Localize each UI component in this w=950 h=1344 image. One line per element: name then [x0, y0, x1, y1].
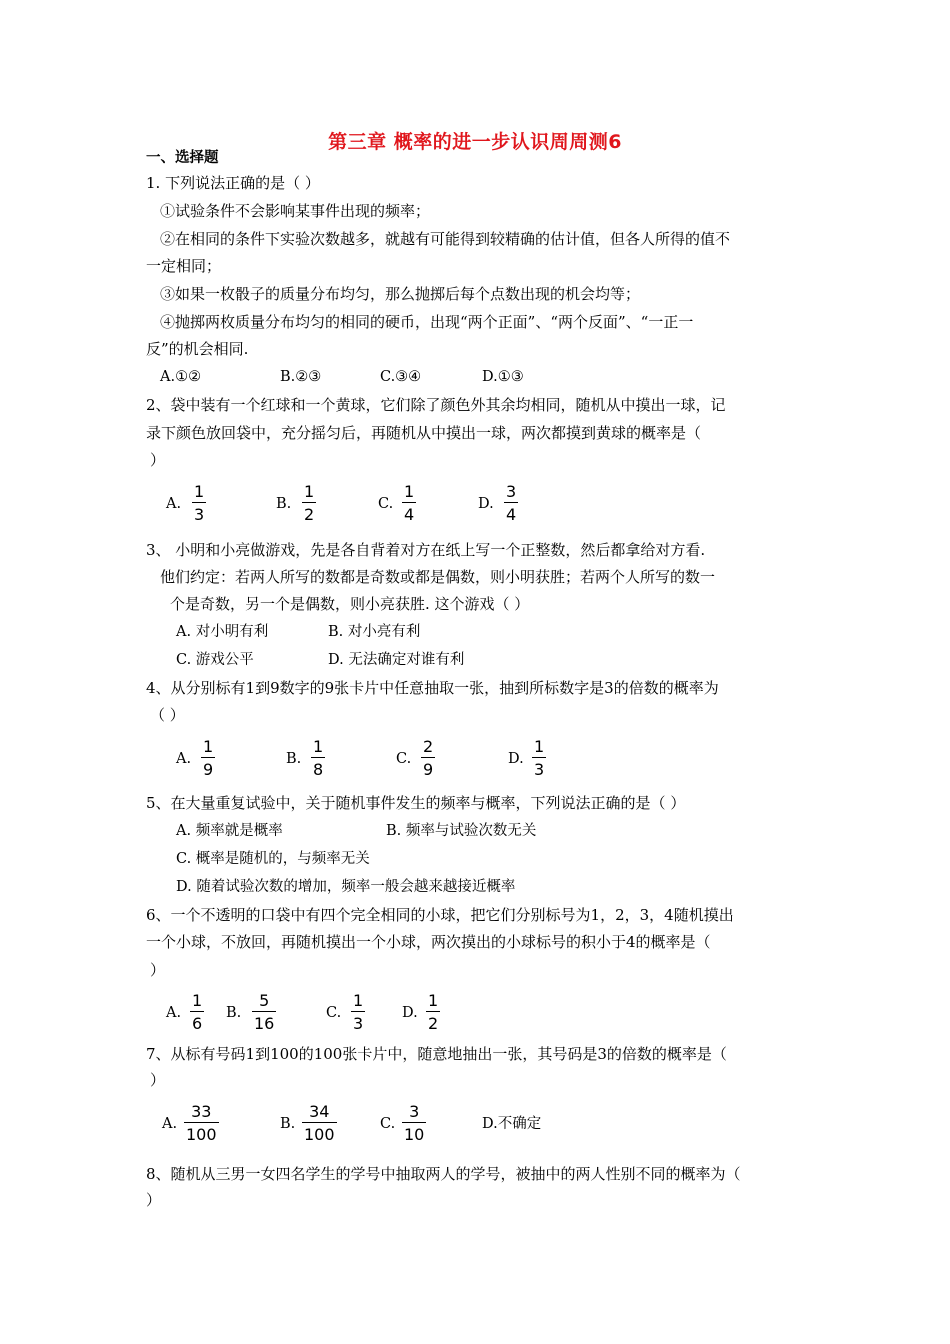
- q3-line-2: 他们约定：若两人所写的数都是奇数或都是偶数，则小明获胜；若两个人所写的数一: [160, 568, 716, 586]
- q6-option-a-fraction: [190, 991, 204, 1033]
- section-heading: 一、选择题: [146, 150, 219, 166]
- q1-statement-4-cont: 反”的机会相同.: [146, 340, 249, 358]
- denominator: 9: [203, 760, 214, 779]
- numerator: 2: [423, 737, 434, 756]
- numerator: 1: [534, 737, 545, 756]
- q2-option-a-fraction: [192, 482, 206, 524]
- q7-option-c-fraction: [402, 1102, 426, 1144]
- numerator: 33: [191, 1102, 212, 1121]
- q4-line-1: 4、从分别标有1到9数字的9张卡片中任意抽取一张，抽到所标数字是3的倍数的概率为: [146, 679, 719, 697]
- q8-line-1: 8、随机从三男一女四名学生的学号中抽取两人的学号，被抽中的两人性别不同的概率为（: [146, 1165, 741, 1183]
- q1-statement-2: ②在相同的条件下实验次数越多，就越有可能得到较精确的估计值，但各人所得的值不: [160, 230, 731, 248]
- denominator: 3: [534, 760, 545, 779]
- numerator: 3: [409, 1102, 420, 1121]
- q4-option-a-fraction: [201, 737, 215, 779]
- q5-option-a: A. 频率就是概率: [176, 823, 283, 839]
- q1-statement-1: ①试验条件不会影响某事件出现的频率；: [160, 202, 431, 220]
- q6-option-b-fraction: [252, 991, 276, 1033]
- q6-option-c-fraction: [351, 991, 365, 1033]
- numerator: 1: [404, 482, 415, 501]
- numerator: 1: [192, 991, 203, 1010]
- numerator: 1: [194, 482, 205, 501]
- q2-option-a-label: A.: [166, 496, 182, 512]
- q6-option-d-fraction: [426, 991, 440, 1033]
- denominator: 4: [506, 505, 517, 524]
- q3-option-a: A. 对小明有利: [176, 624, 269, 640]
- q5-line-1: 5、在大量重复试验中，关于随机事件发生的频率与概率，下列说法正确的是（ ）: [146, 794, 686, 812]
- numerator: 1: [313, 737, 324, 756]
- numerator: 1: [428, 991, 439, 1010]
- q7-option-c-label: C.: [380, 1116, 396, 1132]
- numerator: 1: [304, 482, 315, 501]
- numerator: 1: [203, 737, 214, 756]
- q1-option-d: D.①③: [482, 369, 524, 385]
- q6-option-b-label: B.: [226, 1005, 242, 1021]
- q4-option-c-fraction: [421, 737, 435, 779]
- q5-option-c: C. 概率是随机的，与频率无关: [176, 851, 370, 867]
- q2-option-c-fraction: [402, 482, 416, 524]
- numerator: 3: [506, 482, 517, 501]
- q3-option-d: D. 无法确定对谁有利: [328, 652, 465, 668]
- q1-stem: 1. 下列说法正确的是（ ）: [146, 174, 320, 192]
- q3-option-b: B. 对小亮有利: [328, 624, 421, 640]
- q7-option-b-label: B.: [280, 1116, 296, 1132]
- q4-option-d-label: D.: [508, 751, 524, 767]
- q1-statement-3: ③如果一枚骰子的质量分布均匀，那么抛掷后每个点数出现的机会均等；: [160, 285, 641, 303]
- q2-line-1: 2、袋中装有一个红球和一个黄球，它们除了颜色外其余均相同，随机从中摸出一球，记: [146, 396, 726, 414]
- denominator: 100: [186, 1125, 217, 1144]
- q7-line-2: ）: [150, 1071, 166, 1089]
- q6-option-a-label: A.: [166, 1005, 182, 1021]
- q4-option-d-fraction: [532, 737, 546, 779]
- q3-line-1: 3、 小明和小亮做游戏，先是各自背着对方在纸上写一个正整数，然后都拿给对方看.: [146, 541, 706, 559]
- denominator: 8: [313, 760, 324, 779]
- q2-option-d-label: D.: [478, 496, 494, 512]
- denominator: 100: [304, 1125, 335, 1144]
- q4-option-b-label: B.: [286, 751, 302, 767]
- q4-option-a-label: A.: [176, 751, 192, 767]
- numerator: 34: [309, 1102, 330, 1121]
- q1-option-c: C.③④: [380, 369, 422, 385]
- q6-line-3: ）: [150, 961, 166, 979]
- page-title: 第三章 概率的进一步认识周周测6: [328, 131, 622, 153]
- numerator: 5: [259, 991, 270, 1010]
- denominator: 4: [404, 505, 415, 524]
- q2-option-b-label: B.: [276, 496, 292, 512]
- q2-option-d-fraction: [504, 482, 518, 524]
- q6-option-d-label: D.: [402, 1005, 418, 1021]
- denominator: 3: [353, 1014, 364, 1033]
- q6-option-c-label: C.: [326, 1005, 342, 1021]
- q6-line-2: 一个小球，不放回，再随机摸出一个小球，两次摸出的小球标号的积小于4的概率是（: [146, 933, 711, 951]
- q4-option-b-fraction: [311, 737, 325, 779]
- q6-line-1: 6、一个不透明的口袋中有四个完全相同的小球，把它们分别标号为1，2，3，4随机摸出: [146, 906, 734, 924]
- q4-line-2: （ ）: [150, 706, 185, 724]
- q3-line-3: 个是奇数，另一个是偶数，则小亮获胜. 这个游戏（ ）: [170, 595, 530, 613]
- q2-line-3: ）: [150, 451, 166, 469]
- q7-option-d: D.不确定: [482, 1116, 542, 1132]
- q5-option-b: B. 频率与试验次数无关: [386, 823, 537, 839]
- q7-line-1: 7、从标有号码1到100的100张卡片中，随意地抽出一张，其号码是3的倍数的概率是（: [146, 1045, 727, 1063]
- q4-option-c-label: C.: [396, 751, 412, 767]
- q2-option-c-label: C.: [378, 496, 394, 512]
- q3-option-c: C. 游戏公平: [176, 652, 254, 668]
- denominator: 16: [254, 1014, 275, 1033]
- q5-option-d: D. 随着试验次数的增加，频率一般会越来越接近概率: [176, 879, 516, 895]
- q1-statement-4: ④抛掷两枚质量分布均匀的相同的硬币，出现“两个正面”、“两个反面”、“一正一: [160, 313, 694, 331]
- q2-option-b-fraction: [302, 482, 316, 524]
- q7-option-a-fraction: [184, 1102, 219, 1144]
- q8-line-2: ）: [146, 1191, 162, 1209]
- q1-statement-2-cont: 一定相同；: [146, 257, 222, 275]
- q1-option-b: B.②③: [280, 369, 322, 385]
- numerator: 1: [353, 991, 364, 1010]
- denominator: 2: [304, 505, 315, 524]
- q2-line-2: 录下颜色放回袋中，充分摇匀后，再随机从中摸出一球，两次都摸到黄球的概率是（: [146, 424, 702, 442]
- q1-option-a: A.①②: [160, 369, 202, 385]
- denominator: 2: [428, 1014, 439, 1033]
- q7-option-a-label: A.: [162, 1116, 178, 1132]
- denominator: 3: [194, 505, 205, 524]
- q7-option-b-fraction: [302, 1102, 337, 1144]
- denominator: 6: [192, 1014, 203, 1033]
- denominator: 10: [404, 1125, 425, 1144]
- denominator: 9: [423, 760, 434, 779]
